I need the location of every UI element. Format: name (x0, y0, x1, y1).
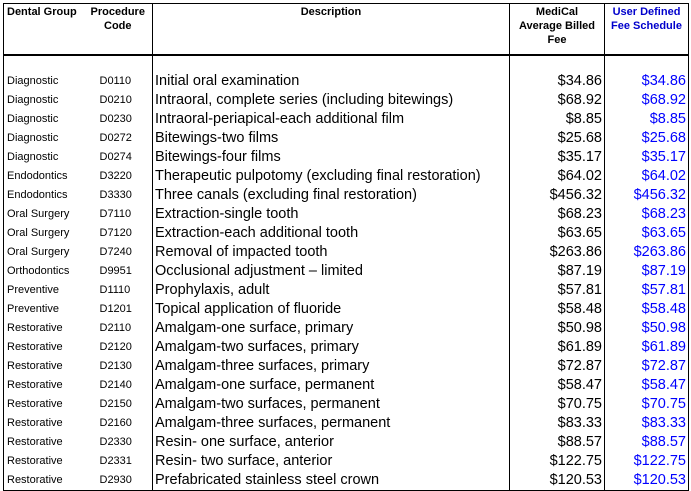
table-row (4, 414, 689, 433)
user-fee-cell[interactable]: $57.81 (605, 281, 689, 300)
description-cell[interactable]: Bitewings-four films (153, 148, 510, 167)
user-fee-cell[interactable]: $456.32 (605, 186, 689, 205)
average-fee-cell[interactable]: $57.81 (510, 281, 605, 300)
average-fee-cell[interactable]: $83.33 (510, 414, 605, 433)
description-cell[interactable]: Removal of impacted tooth (153, 243, 510, 262)
table-row (4, 338, 689, 357)
user-fee-cell[interactable]: $58.47 (605, 376, 689, 395)
user-fee-cell[interactable]: $68.92 (605, 91, 689, 110)
average-fee-cell[interactable]: $61.89 (510, 338, 605, 357)
description-cell[interactable]: Amalgam-three surfaces, permanent (153, 414, 510, 433)
procedure-code-cell[interactable]: D0274 (99, 150, 132, 163)
average-fee-cell[interactable]: $88.57 (510, 433, 605, 452)
procedure-code-cell[interactable]: D7240 (99, 245, 132, 258)
user-fee-cell[interactable]: $72.87 (605, 357, 689, 376)
dental-group-cell[interactable]: Restorative (4, 357, 84, 376)
average-fee-cell[interactable]: $68.92 (510, 91, 605, 110)
description-cell[interactable]: Intraoral-periapical-each additional film (153, 110, 510, 129)
description-cell[interactable]: Resin- two surface, anterior (153, 452, 510, 471)
table-row (4, 91, 689, 110)
user-fee-cell[interactable]: $25.68 (605, 129, 689, 148)
header-procedure-code[interactable]: Procedure Code (84, 4, 153, 55)
table-row (4, 243, 689, 262)
description-cell[interactable]: Extraction-single tooth (153, 205, 510, 224)
dental-group-cell[interactable]: Restorative (4, 319, 84, 338)
description-cell[interactable]: Amalgam-two surfaces, primary (153, 338, 510, 357)
dental-group-cell[interactable]: Restorative (4, 452, 84, 471)
procedure-code-cell[interactable]: D2330 (99, 435, 132, 448)
description-cell[interactable]: Therapeutic pulpotomy (excluding final restoration) (153, 167, 510, 186)
header-description[interactable]: Description (153, 4, 510, 55)
user-fee-cell[interactable]: $35.17 (605, 148, 689, 167)
dental-group-cell[interactable]: Orthodontics (4, 262, 84, 281)
user-fee-cell[interactable]: $64.02 (605, 167, 689, 186)
user-fee-cell[interactable]: $34.86 (605, 72, 689, 91)
average-fee-cell[interactable]: $456.32 (510, 186, 605, 205)
dental-group-cell[interactable]: Oral Surgery (4, 243, 84, 262)
table-row (4, 319, 689, 338)
procedure-code-cell[interactable]: D0272 (99, 131, 132, 144)
average-fee-cell[interactable]: $34.86 (510, 72, 605, 91)
average-fee-cell[interactable]: $63.65 (510, 224, 605, 243)
description-cell[interactable]: Topical application of fluoride (153, 300, 510, 319)
dental-group-cell[interactable]: Preventive (4, 300, 84, 319)
table-row (4, 300, 689, 319)
average-fee-cell[interactable]: $58.48 (510, 300, 605, 319)
user-fee-cell[interactable]: $61.89 (605, 338, 689, 357)
header-user-defined-fee[interactable]: User Defined Fee Schedule (605, 4, 689, 55)
table-row (4, 205, 689, 224)
procedure-code-cell[interactable]: D2160 (99, 416, 132, 429)
average-fee-cell[interactable]: $87.19 (510, 262, 605, 281)
description-cell[interactable]: Resin- one surface, anterior (153, 433, 510, 452)
header-dental-group[interactable]: Dental Group (4, 4, 84, 55)
procedure-code-cell[interactable]: D2140 (99, 378, 132, 391)
dental-group-cell[interactable]: Diagnostic (4, 110, 84, 129)
table-row (4, 452, 689, 471)
average-fee-cell[interactable]: $50.98 (510, 319, 605, 338)
description-cell[interactable]: Prophylaxis, adult (153, 281, 510, 300)
procedure-code-cell[interactable]: D2150 (99, 397, 132, 410)
average-fee-cell[interactable]: $122.75 (510, 452, 605, 471)
dental-group-cell[interactable]: Oral Surgery (4, 224, 84, 243)
average-fee-cell[interactable]: $70.75 (510, 395, 605, 414)
dental-group-cell[interactable]: Endodontics (4, 186, 84, 205)
table-row (4, 471, 689, 491)
dental-group-cell[interactable]: Restorative (4, 395, 84, 414)
user-fee-cell[interactable]: $88.57 (605, 433, 689, 452)
average-fee-cell[interactable]: $64.02 (510, 167, 605, 186)
dental-group-cell[interactable]: Diagnostic (4, 72, 84, 91)
table-row (4, 395, 689, 414)
header-medical-average-fee[interactable]: MediCal Average Billed Fee (510, 4, 605, 55)
user-fee-cell[interactable]: $263.86 (605, 243, 689, 262)
procedure-code-cell[interactable]: D1110 (99, 283, 131, 296)
procedure-code-cell[interactable]: D0230 (99, 112, 132, 125)
table-row (4, 262, 689, 281)
description-cell[interactable]: Extraction-each additional tooth (153, 224, 510, 243)
description-cell[interactable]: Initial oral examination (153, 72, 510, 91)
average-fee-cell[interactable]: $68.23 (510, 205, 605, 224)
table-row (4, 167, 689, 186)
table-row (4, 357, 689, 376)
user-fee-cell[interactable]: $63.65 (605, 224, 689, 243)
description-cell[interactable]: Prefabricated stainless steel crown (153, 471, 510, 491)
average-fee-cell[interactable]: $120.53 (510, 471, 605, 491)
average-fee-cell[interactable]: $58.47 (510, 376, 605, 395)
dental-group-cell[interactable]: Diagnostic (4, 91, 84, 110)
table-row (4, 148, 689, 167)
table-row (4, 224, 689, 243)
spacer-row (4, 55, 689, 72)
dental-group-cell[interactable]: Restorative (4, 433, 84, 452)
description-cell[interactable]: Amalgam-one surface, permanent (153, 376, 510, 395)
procedure-code-cell[interactable]: D1201 (99, 302, 132, 315)
user-fee-cell[interactable]: $120.53 (605, 471, 689, 491)
description-cell[interactable]: Bitewings-two films (153, 129, 510, 148)
table-row (4, 186, 689, 205)
average-fee-cell[interactable]: $35.17 (510, 148, 605, 167)
user-fee-cell[interactable]: $70.75 (605, 395, 689, 414)
user-fee-cell[interactable]: $50.98 (605, 319, 689, 338)
average-fee-cell[interactable]: $8.85 (510, 110, 605, 129)
fee-schedule-sheet (3, 3, 688, 491)
dental-group-cell[interactable]: Restorative (4, 414, 84, 433)
procedure-code-cell[interactable]: D3220 (99, 169, 132, 182)
dental-group-cell[interactable]: Restorative (4, 471, 84, 491)
procedure-code-cell[interactable]: D2930 (84, 471, 153, 491)
user-fee-cell[interactable]: $68.23 (605, 205, 689, 224)
description-cell[interactable]: Amalgam-three surfaces, primary (153, 357, 510, 376)
dental-group-cell[interactable]: Diagnostic (4, 129, 84, 148)
procedure-code-cell[interactable]: D7120 (99, 226, 132, 239)
table-row (4, 376, 689, 395)
table-row (4, 433, 689, 452)
user-fee-cell[interactable]: $122.75 (605, 452, 689, 471)
dental-group-cell[interactable]: Restorative (4, 376, 84, 395)
user-fee-cell[interactable]: $83.33 (605, 414, 689, 433)
procedure-code-cell[interactable]: D0110 (99, 74, 132, 87)
dental-group-cell[interactable]: Endodontics (4, 167, 84, 186)
user-fee-cell[interactable]: $8.85 (605, 110, 689, 129)
procedure-code-cell[interactable]: D7110 (99, 207, 132, 220)
procedure-code-cell[interactable]: D2120 (99, 340, 132, 353)
table-row (4, 281, 689, 300)
description-cell[interactable]: Occlusional adjustment – limited (153, 262, 510, 281)
table-row (4, 72, 689, 91)
description-cell[interactable]: Amalgam-one surface, primary (153, 319, 510, 338)
dental-group-cell[interactable]: Diagnostic (4, 148, 84, 167)
procedure-code-cell[interactable]: D3330 (99, 188, 132, 201)
procedure-code-cell[interactable]: D9951 (99, 264, 132, 277)
description-cell[interactable]: Amalgam-two surfaces, permanent (153, 395, 510, 414)
average-fee-cell[interactable]: $25.68 (510, 129, 605, 148)
average-fee-cell[interactable]: $72.87 (510, 357, 605, 376)
description-cell[interactable]: Three canals (excluding final restoration) (153, 186, 510, 205)
dental-group-cell[interactable]: Preventive (4, 281, 84, 300)
average-fee-cell[interactable]: $263.86 (510, 243, 605, 262)
fee-schedule-table (3, 3, 689, 491)
procedure-code-cell[interactable]: D2331 (99, 454, 132, 467)
header-row (4, 4, 689, 55)
user-fee-cell[interactable]: $87.19 (605, 262, 689, 281)
procedure-code-cell[interactable]: D0210 (99, 93, 132, 106)
dental-group-cell[interactable]: Oral Surgery (4, 205, 84, 224)
user-fee-cell[interactable]: $58.48 (605, 300, 689, 319)
table-row (4, 110, 689, 129)
dental-group-cell[interactable]: Restorative (4, 338, 84, 357)
procedure-code-cell[interactable]: D2130 (99, 359, 132, 372)
procedure-code-cell[interactable]: D2110 (99, 321, 132, 334)
description-cell[interactable]: Intraoral, complete series (including bitewings) (153, 91, 510, 110)
table-row (4, 129, 689, 148)
